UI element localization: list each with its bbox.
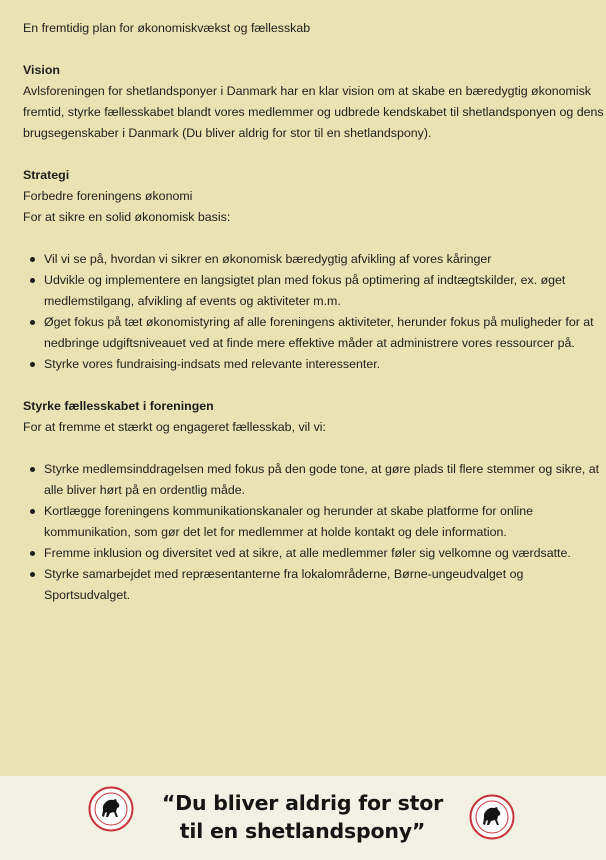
vision-text: Avlsforeningen for shetlandsponyer i Danmark har en klar vision om at skabe en bæredygtig økonomisk fremtid, styrke fællesskabet blandt vores medlemmer og udbrede kendskabet til shetlandsponyen og dens brugsegenskaber i Danmark (Du bliver aldrig for stor til en shetlandspony). xyxy=(23,84,604,140)
strategi-line-1: Forbedre foreningens økonomi xyxy=(23,189,193,203)
list-item: Vil vi se på, hvordan vi sikrer en økonomisk bæredygtig afvikling af vores kåringer xyxy=(23,249,606,270)
slogan-line-2: til en shetlandspony” xyxy=(179,819,426,843)
vision-heading: Vision xyxy=(23,63,60,77)
document-content xyxy=(23,18,606,606)
slogan-line-1: “Du bliver aldrig for stor xyxy=(161,791,444,815)
list-item: Øget fokus på tæt økonomistyring af alle foreningens aktiviteter, herunder fokus på muligheder for at nedbringe udgiftsniveauet ved at finde mere effektive måder at administrere vores ressourcer på. xyxy=(23,312,606,354)
list-item: Styrke vores fundraising-indsats med relevante interessenter. xyxy=(23,354,606,375)
strategi-list xyxy=(23,249,606,375)
strategi-line-2: For at sikre en solid økonomisk basis: xyxy=(23,210,231,224)
list-item: Kortlægge foreningens kommunikationskanaler og herunder at skabe platforme for online kommunikation, som gør det let for medlemmer at holde kontakt og dele information. xyxy=(23,501,606,543)
strategi-heading: Strategi xyxy=(23,168,70,182)
pony-seal-logo-icon xyxy=(469,794,515,840)
faellesskab-list xyxy=(23,459,606,606)
footer-banner xyxy=(0,776,606,860)
list-item: Fremme inklusion og diversitet ved at sikre, at alle medlemmer føler sig velkomne og værdsatte. xyxy=(23,543,606,564)
slogan xyxy=(140,789,465,845)
list-item: Styrke samarbejdet med repræsentanterne fra lokalområderne, Børne-ungeudvalget og Sportsudvalget. xyxy=(23,564,606,606)
faellesskab-heading: Styrke fællesskabet i foreningen xyxy=(23,399,214,413)
faellesskab-intro: For at fremme et stærkt og engageret fællesskab, vil vi: xyxy=(23,420,326,434)
list-item: Styrke medlemsinddragelsen med fokus på den gode tone, at gøre plads til flere stemmer og sikre, at alle bliver hørt på en ordentlig måde. xyxy=(23,459,606,501)
document-title: En fremtidig plan for økonomiskvækst og fællesskab xyxy=(23,21,311,35)
pony-seal-logo-icon xyxy=(88,786,134,832)
list-item: Udvikle og implementere en langsigtet plan med fokus på optimering af indtægtskilder, ex. øget medlemstilgang, afvikling af events og aktiviteter m.m. xyxy=(23,270,606,312)
